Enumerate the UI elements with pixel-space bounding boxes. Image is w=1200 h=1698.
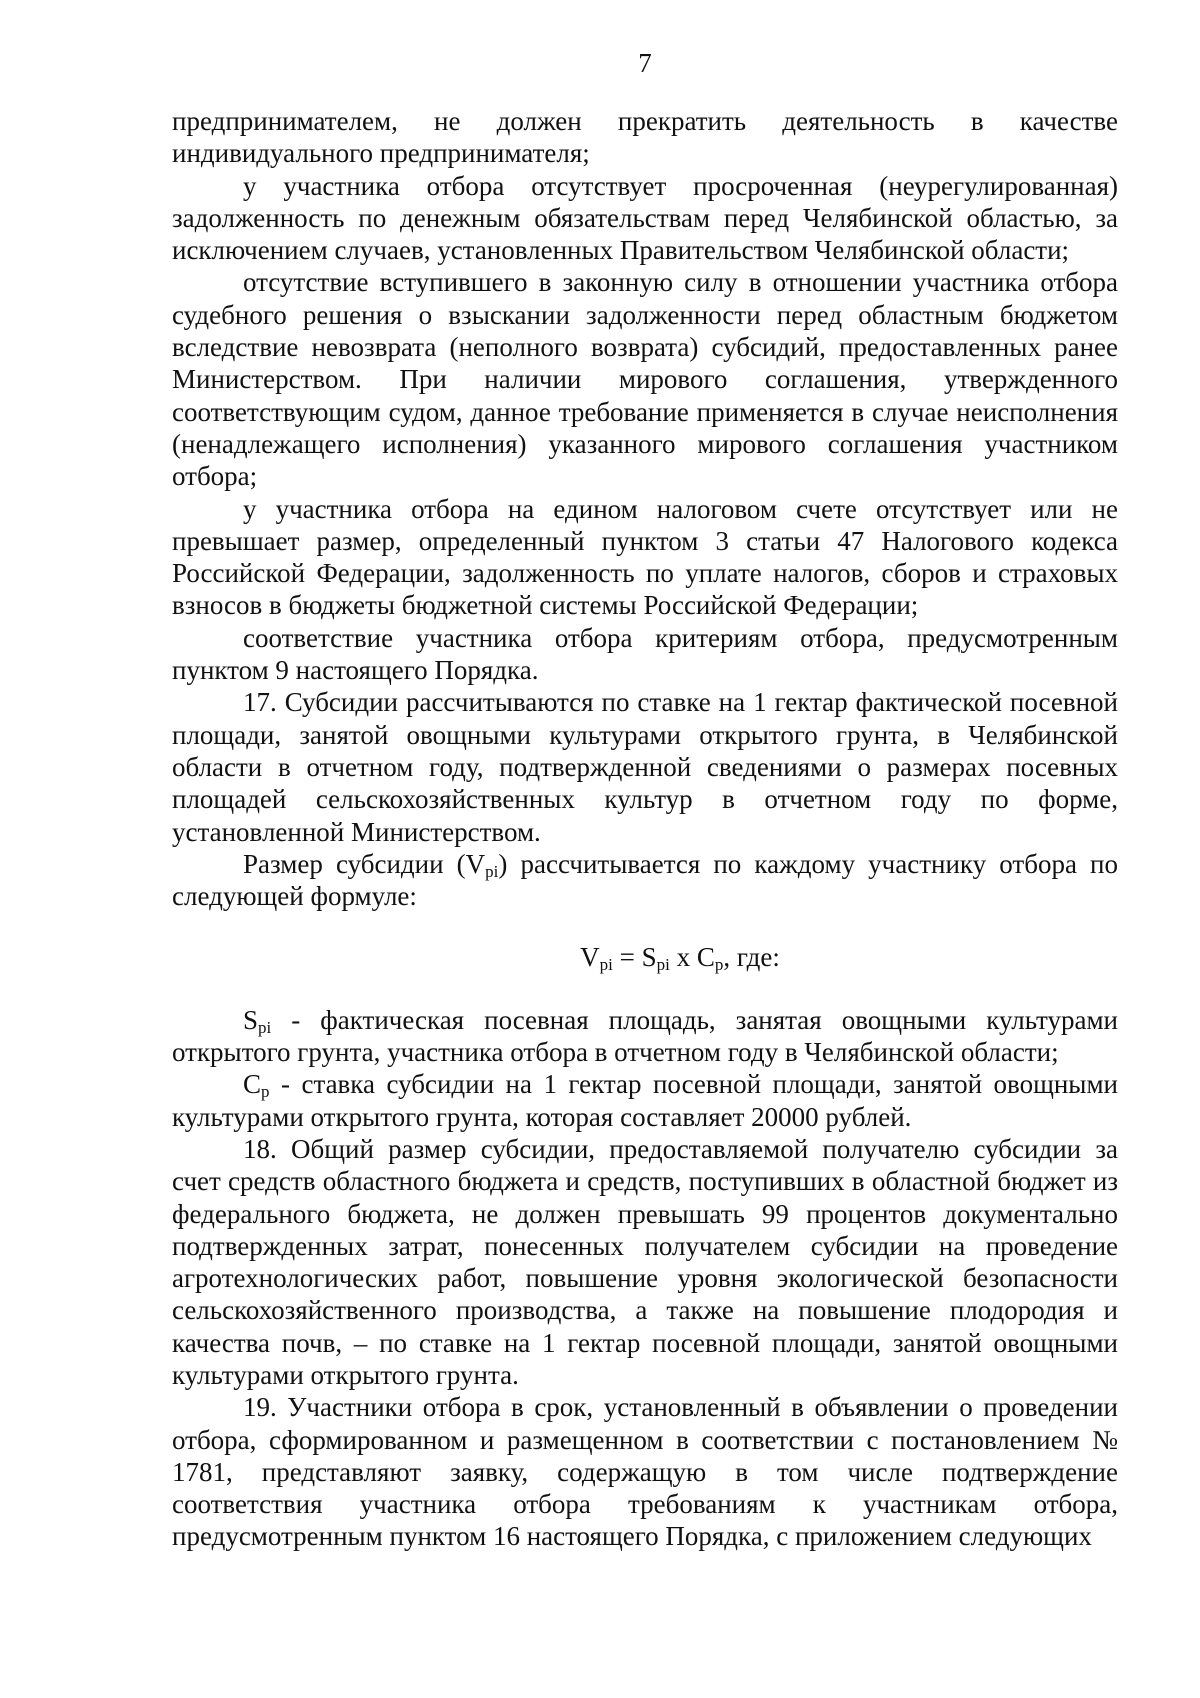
- paragraph-tax-account: у участника отбора на едином налоговом счете отсутствует или не превышает размер, определенный пунктом 3 статьи 47 Налогового кодекса Российской Федерации, задолженность по уплате налогов, сборов и страховых взносов в бюджеты бюджетной системы Российской Федерации;: [172, 493, 1118, 621]
- formula-tail: , где:: [723, 942, 780, 973]
- formula-equals: =: [612, 942, 642, 973]
- page-number: 7: [638, 48, 652, 78]
- text-run: - ставка субсидии на 1 гектар посевной площади, занятой овощными культурами открытого грунта, которая составляет 20000 рублей.: [172, 1069, 1118, 1132]
- formula: [172, 941, 1118, 973]
- paragraph-cp-definition: [172, 1068, 1118, 1133]
- subscript: р: [261, 1082, 270, 1102]
- paragraph-17: 17. Субсидии рассчитываются по ставке на 1 гектар фактической посевной площади, занятой овощными культурами открытого грунта, в Челябинской области в отчетном году, подтвержденной сведениями о размерах посевных площадей сельскохозяйственных культур в отчетном году по форме, установленной Министерством.: [172, 687, 1118, 847]
- subscript: pi: [485, 861, 499, 881]
- paragraph-continuation: предпринимателем, не должен прекратить деятельность в качестве индивидуального предпринимателя;: [172, 106, 1118, 169]
- subscript: pi: [258, 1017, 272, 1037]
- subscript: pi: [599, 955, 613, 975]
- symbol: S: [243, 1004, 259, 1035]
- paragraph-18: 18. Общий размер субсидии, предоставляемой получателю субсидии за счет средств областного бюджета и средств, поступивших в областной бюджет из федерального бюджета, не должен превышать 99 процентов документально подтвержденных затрат, понесенных получателем субсидии на проведение агротехнологических работ, повышение уровня экологической безопасности сельскохозяйственного производства, а также на повышение плодородия и качества почв, – по ставке на 1 гектар посевной площади, занятой овощными культурами открытого грунта.: [172, 1133, 1118, 1390]
- paragraph-no-overdue-debt: у участника отбора отсутствует просроченная (неурегулированная) задолженность по денежным обязательствам перед Челябинской областью, за исключением случаев, установленных Правительством Челябинской области;: [172, 170, 1118, 266]
- paragraph-criteria: соответствие участника отбора критериям отбора, предусмотренным пунктом 9 настоящего Порядка.: [172, 622, 1118, 686]
- formula-s: S: [641, 942, 657, 973]
- document-body: [172, 105, 1118, 1553]
- symbol: С: [243, 1069, 262, 1100]
- formula-v: V: [580, 942, 600, 973]
- paragraph-no-court-decision: отсутствие вступившего в законную силу в отношении участника отбора судебного решения о взыскании задолженности перед областным бюджетом вследствие невозврата (неполного возврата) субсидий, предоставленных ранее Министерством. При наличии мирового соглашения, утвержденного соответствующим судом, данное требование применяется в случае неисполнения (ненадлежащего исполнения) указанного мирового соглашения участником отбора;: [172, 267, 1118, 492]
- paragraph-19: 19. Участники отбора в срок, установленный в объявлении о проведении отбора, сформированном и размещенном в соответствии с постановлением № 1781, представляют заявку, содержащую в том числе подтверждение соответствия участника отбора требованиям к участникам отбора, предусмотренным пунктом 16 настоящего Порядка, с приложением следующих: [172, 1392, 1118, 1552]
- text-run: Размер субсидии (V: [243, 848, 486, 879]
- paragraph-spi-definition: [172, 1004, 1118, 1069]
- subscript: pi: [656, 955, 670, 975]
- text-run: - фактическая посевная площадь, занятая овощными культурами открытого грунта, участника отбора в отчетном году в Челябинской области;: [172, 1004, 1118, 1068]
- formula-times: х: [669, 942, 697, 973]
- text-run: ) рассчитывается по каждому участнику отбора по следующей формуле:: [172, 848, 1118, 912]
- subscript: р: [714, 955, 724, 975]
- paragraph-subsidy-size: [172, 848, 1118, 913]
- formula-c: С: [696, 942, 715, 973]
